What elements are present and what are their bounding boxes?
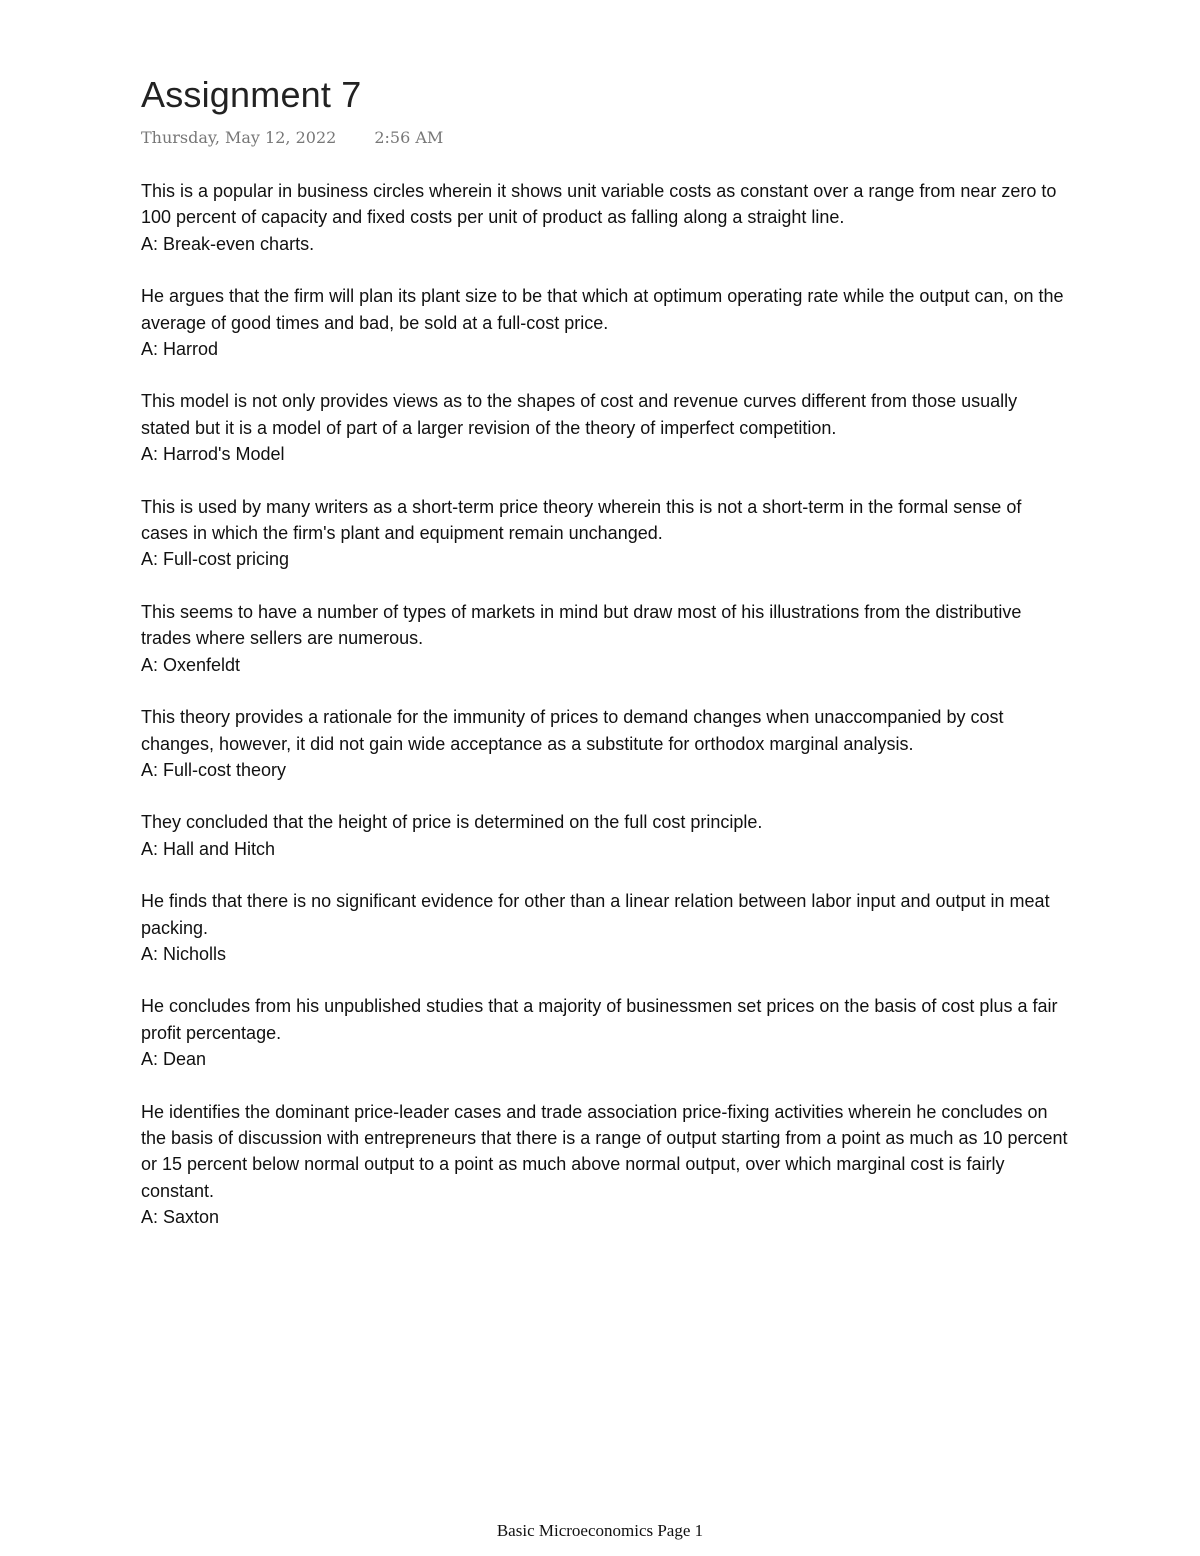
qa-item [141,178,1071,257]
question-text: This model is not only provides views as to the shapes of cost and revenue curves different from those usually stated but it is a model of part of a larger revision of the theory of imperfect competition. [141,391,1018,438]
question-text: He concludes from his unpublished studies that a majority of businessmen set prices on the basis of cost plus a fair profit percentage. [141,996,1058,1043]
qa-list [141,178,1071,1257]
question-text: He finds that there is no significant evidence for other than a linear relation between labor input and output in meat packing. [141,891,1050,938]
question-text: This seems to have a number of types of markets in mind but draw most of his illustrations from the distributive trades where sellers are numerous. [141,601,1022,649]
answer-text: A: Harrod [141,339,219,360]
answer-text: A: Oxenfeldt [141,654,241,675]
qa-item [141,599,1071,678]
qa-item [141,809,1071,862]
question-text: He identifies the dominant price-leader cases and trade association price-fixing activities wherein he concludes on the basis of discussion with entrepreneurs that there is a range of output starting from a point as much as 10 percent or 15 percent below normal output to a point as much above normal output, over which marginal cost is fairly constant. [141,1101,1068,1201]
question-text: He argues that the firm will plan its plant size to be that which at optimum operating rate while the output can, on the average of good times and bad, be sold at a full-cost price. [141,286,1064,333]
answer-text: A: Nicholls [141,943,227,964]
answer-text: A: Full-cost theory [141,759,287,780]
page-footer: Basic Microeconomics Page 1 [496,1521,704,1540]
answer-text: A: Full-cost pricing [141,549,290,570]
qa-item [141,993,1071,1072]
answer-text: A: Saxton [141,1207,220,1228]
question-text: This theory provides a rationale for the immunity of prices to demand changes when unaccompanied by cost changes, however, it did not gain wide acceptance as a substitute for orthodox marginal analysis. [141,707,1004,754]
page-title: Assignment 7 [141,74,362,115]
qa-item [141,888,1071,967]
question-text: They concluded that the height of price is determined on the full cost principle. [141,812,763,833]
qa-item [141,1099,1071,1231]
answer-text: A: Harrod's Model [141,444,285,465]
page-meta [141,128,443,147]
qa-item [141,283,1071,362]
qa-item [141,494,1071,573]
question-text: This is a popular in business circles wherein it shows unit variable costs as constant over a range from near zero to 100 percent of capacity and fixed costs per unit of product as falling along a straight line. [141,181,1057,228]
question-text: This is used by many writers as a short-term price theory wherein this is not a short-term in the formal sense of cases in which the firm's plant and equipment remain unchanged. [141,496,1022,544]
answer-text: A: Hall and Hitch [141,838,276,859]
answer-text: A: Dean [141,1049,207,1070]
qa-item [141,388,1071,467]
page-time: 2:56 AM [374,128,444,147]
page-date: Thursday, May 12, 2022 [141,128,337,147]
qa-item [141,704,1071,783]
answer-text: A: Break-even charts. [141,233,315,254]
